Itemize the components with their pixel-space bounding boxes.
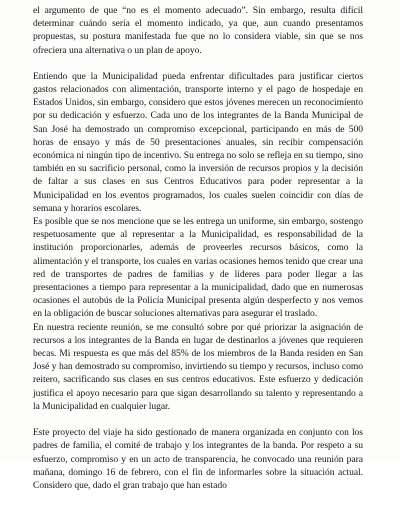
paragraph-5: Este proyecto del viaje ha sido gestionado de manera organizada en conjunto con los padres de familia, el comité de trabajo y los integrantes de la banda. Por respeto a su esfuerzo, compromiso y en un acto de transparencia, he convocado una reunión para mañana, domingo 16 de febrero, con el fin de informarles sobre la situación actual. Considero que, dado el gran trabajo que han estado [33, 427, 363, 491]
paragraph-3: Es posible que se nos mencione que se les entrega un uniforme, sin embargo, sostengo respetuosamente que al representar a la Municipalidad, es responsabilidad de la institución proporcionarles, además de proveerles recursos básicos, como la alimentación y el transporte, los cuales en varias ocasiones hemos tenido que crear una red de transportes de padres de familias y de líderes para poder llegar a las presentaciones a tiempo para representar a la municipalidad, dado que en numerosas ocasiones el autobús de la Policía Municipal presenta algún desperfecto y nos vemos en la obligación de buscar soluciones alternativas para asegurar el traslado. [33, 216, 363, 320]
letter-body [33, 4, 363, 505]
paragraph-4: En nuestra reciente reunión, se me consultó sobre por qué priorizar la asignación de recursos a los integrantes de la Banda en lugar de destinarlos a jóvenes que requieren becas. Mi respuesta es que más del 85% de los miembros de la Banda residen en San José y han demostrado su compromiso, invirtiendo su tiempo y recursos, incluso como reitero, sacrificando sus clases en sus centros educativos. Este esfuerzo y dedicación justifica el apoyo necesario para que sigan desarrollando su talento y representando a la Municipalidad en cualquier lugar. [33, 321, 363, 412]
paragraph-1: el argumento de que “no es el momento adecuado”. Sin embargo, resulta difícil determinar cuándo sería el momento indicado, ya que, aun cuando presentamos propuestas, su postura manifestada fue que no lo considera viable, sin que se nos ofreciera una alternativa o un plan de apoyo. [33, 5, 363, 56]
paragraph-2: Entiendo que la Municipalidad pueda enfrentar dificultades para justificar ciertos gastos relacionados con alimentación, transporte interno y el pago de hospedaje en Estados Unidos, sin embargo, considero que estos jóvenes merecen un reconocimiento por su dedicación y esfuerzo. Cada uno de los integrantes de la Banda Municipal de San José ha demostrado un compromiso excepcional, participando en más de 500 horas de ensayo y más de 50 presentaciones anuales, sin recibir compensación económica ni ningún tipo de incentivo. Su entrega no solo se refleja en su tiempo, sino también en su sacrificio personal, como la inversión de recursos propios y la decisión de faltar a sus clases en sus Centros Educativos para poder representar a la Municipalidad en los eventos programados, los cuales suelen coincidir con días de semana y horarios escolares. [33, 70, 363, 214]
